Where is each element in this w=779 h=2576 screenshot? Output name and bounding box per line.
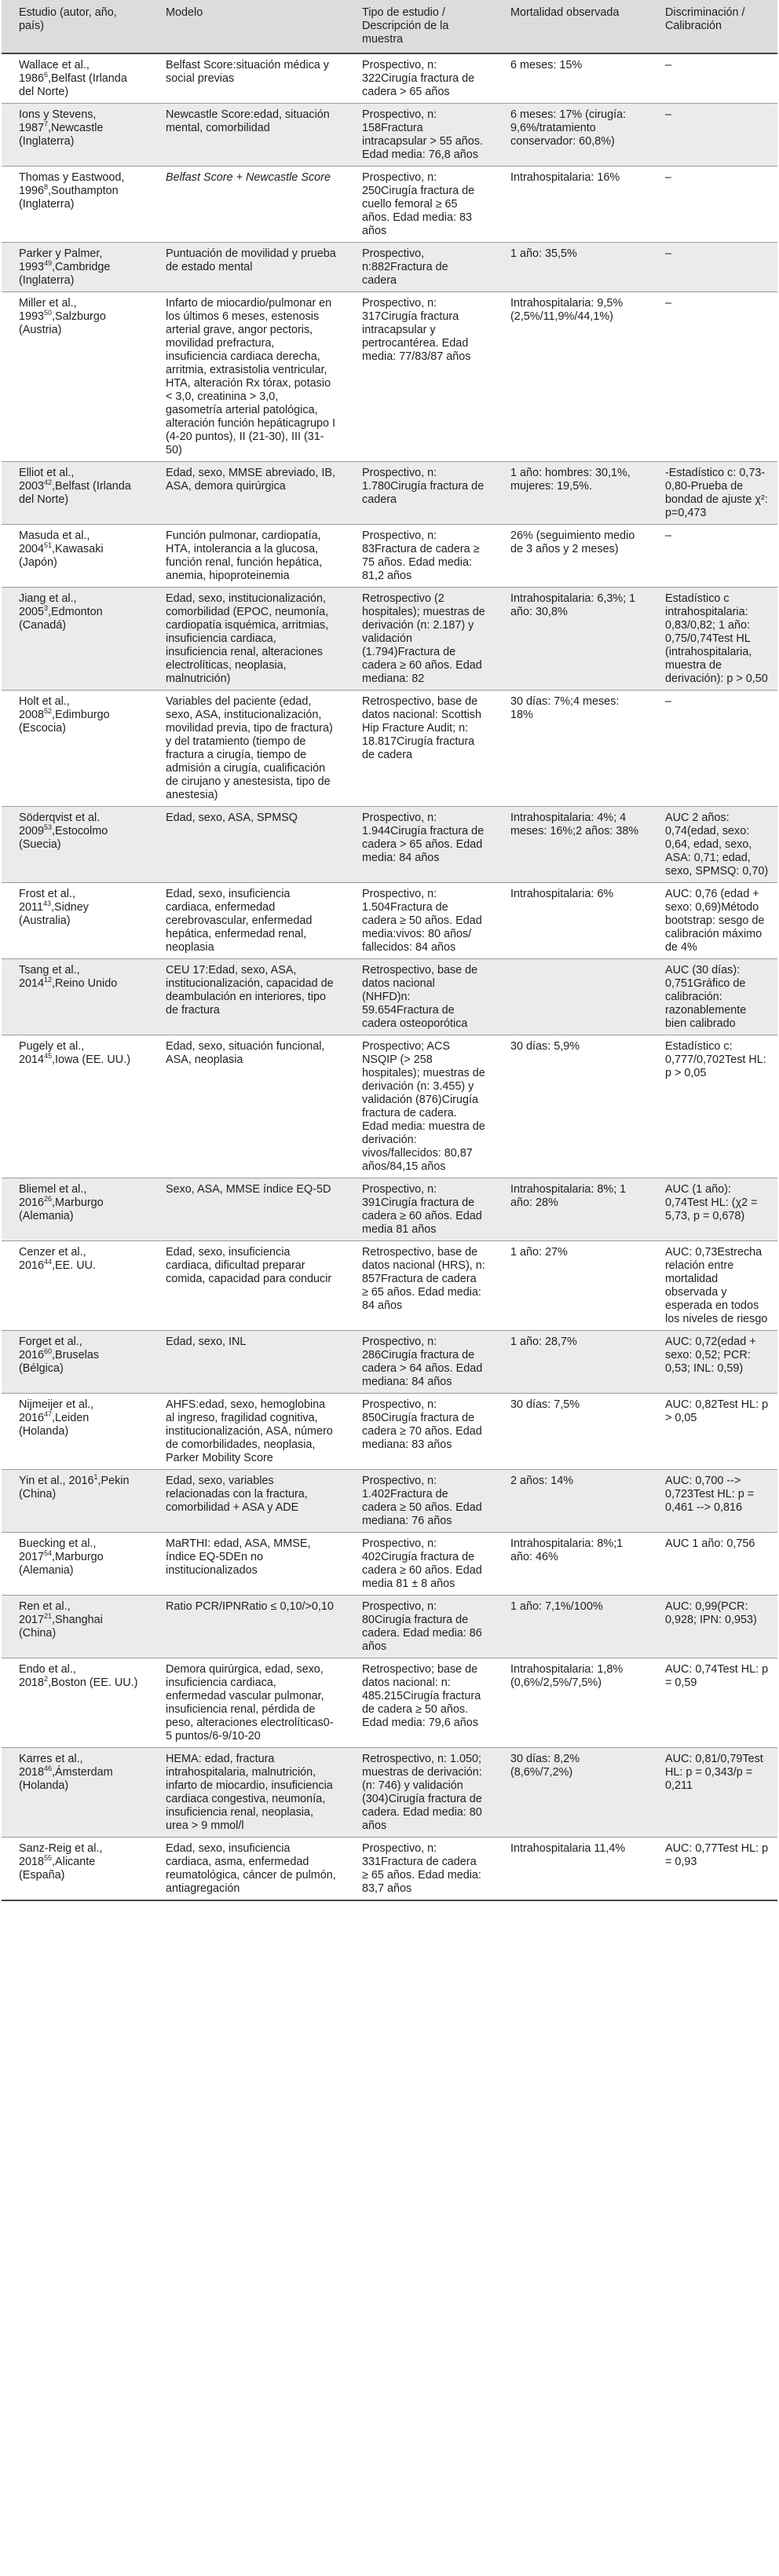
- study-cell: Yin et al., 2016$^1$,Pekin (China): [2, 1470, 148, 1533]
- study-cell: Masuda et al., 2004$^{51}$,Kawasaki (Japón): [2, 525, 148, 588]
- header-type: Tipo de estudio / Descripción de la muestra: [345, 0, 493, 53]
- table-row: [2, 1470, 777, 1533]
- study-place: Leiden (Holanda): [19, 1412, 90, 1438]
- type-cell: Prospectivo, n: 1.944Cirugía fractura de cadera > 65 años. Edad media: 84 años: [345, 807, 493, 883]
- study-place: Shanghai (China): [19, 1614, 103, 1640]
- header-model: Modelo: [148, 0, 345, 53]
- mortality-cell: 6 meses: 17% (cirugía: 9,6%/tratamiento conservador: 60,8%): [493, 104, 648, 167]
- study-place: Boston (EE. UU.): [51, 1676, 138, 1689]
- mortality-cell: 30 días: 7,5%: [493, 1394, 648, 1470]
- mortality-cell: 30 días: 5,9%: [493, 1035, 648, 1178]
- table-row: [2, 1394, 777, 1470]
- study-author: Frost et al., 2011: [19, 888, 75, 914]
- study-place: Edmonton (Canadá): [19, 606, 103, 632]
- study-ref: 49: [44, 259, 53, 268]
- study-author: Söderqvist et al. 2009: [19, 812, 101, 837]
- study-place: Belfast (Irlanda del Norte): [19, 72, 127, 98]
- mortality-cell: 1 año: hombres: 30,1%, mujeres: 19,5%.: [493, 462, 648, 525]
- type-cell: Retrospectivo, base de datos nacional: Scottish Hip Fracture Audit; n: 18.817Cirugía fractura de cadera: [345, 691, 493, 807]
- type-cell: Retrospectivo (2 hospitales); muestras de derivación (n: 2.187) y validación (1.794)Fractura de cadera ≥ 60 años. Edad mediana: 82: [345, 588, 493, 691]
- mortality-cell: 1 año: 27%: [493, 1241, 648, 1331]
- study-place: Cambridge (Inglaterra): [19, 261, 111, 287]
- type-cell: Prospectivo, n: 402Cirugía fractura de cadera ≥ 60 años. Edad media 81 ± 8 años: [345, 1533, 493, 1596]
- study-cell: Tsang et al., 2014$^{12}$,Reino Unido: [2, 959, 148, 1035]
- mortality-cell: 6 meses: 15%: [493, 53, 648, 104]
- study-place: Ámsterdam (Holanda): [19, 1766, 113, 1792]
- type-cell: Prospectivo, n: 391Cirugía fractura de cadera ≥ 60 años. Edad media 81 años: [345, 1178, 493, 1241]
- mortality-cell: Intrahospitalaria 11,4%: [493, 1838, 648, 1901]
- model-cell: Demora quirúrgica, edad, sexo, insuficiencia cardiaca, enfermedad vascular pulmonar, insuficiencia renal, pérdida de peso, alteraciones electrolíticas0-5 puntos/6-9/10-20: [148, 1658, 345, 1748]
- type-cell: Prospectivo; ACS NSQIP (> 258 hospitales); muestras de derivación (n: 3.455) y validación (876)Cirugía fractura de cadera. Edad media: muestra de derivación: vivos/fallecidos: 80,87 años/84,15 años: [345, 1035, 493, 1178]
- mortality-cell: 1 año: 28,7%: [493, 1331, 648, 1394]
- study-author: Elliot et al., 2003: [19, 467, 75, 493]
- model-cell: Ratio PCR/IPNRatio ≤ 0,10/>0,10: [148, 1596, 345, 1658]
- study-cell: Sanz-Reig et al., 2018$^{55}$,Alicante (España): [2, 1838, 148, 1901]
- model-cell: Edad, sexo, institucionalización, comorbilidad (EPOC, neumonía, cardiopatía isquémica, arritmias, insuficiencia cardiaca, insuficiencia renal, alteraciones electrolíticas, neoplasia, malnutrición): [148, 588, 345, 691]
- type-cell: Prospectivo, n: 250Cirugía fractura de cuello femoral ≥ 65 años. Edad media: 83 años: [345, 167, 493, 243]
- discrimination-cell: -Estadístico c: 0,73-0,80-Prueba de bondad de ajuste χ²: p=0,473: [648, 462, 777, 525]
- study-cell: Karres et al., 2018$^{46}$,Ámsterdam (Holanda): [2, 1748, 148, 1838]
- discrimination-cell: –: [648, 243, 777, 292]
- table-row: [2, 883, 777, 959]
- discrimination-cell: AUC 1 año: 0,756: [648, 1533, 777, 1596]
- study-cell: Cenzer et al., 2016$^{44}$,EE. UU.: [2, 1241, 148, 1331]
- study-author: Karres et al., 2018: [19, 1753, 83, 1779]
- mortality-cell: Intrahospitalaria: 8%; 1 año: 28%: [493, 1178, 648, 1241]
- study-place: Sidney (Australia): [19, 901, 89, 927]
- header-study: Estudio (autor, año, país): [2, 0, 148, 53]
- model-cell: Edad, sexo, insuficiencia cardiaca, dificultad preparar comida, capacidad para conducir: [148, 1241, 345, 1331]
- study-cell: Thomas y Eastwood, 1996$^8$,Southampton (Inglaterra): [2, 167, 148, 243]
- table-row: [2, 1035, 777, 1178]
- study-ref: 54: [44, 1549, 53, 1558]
- type-cell: Retrospectivo, base de datos nacional (NHFD)n: 59.654Fractura de cadera osteoporótica: [345, 959, 493, 1035]
- type-cell: Prospectivo, n: 331Fractura de cadera ≥ 65 años. Edad media: 83,7 años: [345, 1838, 493, 1901]
- discrimination-cell: AUC: 0,72(edad + sexo: 0,52; PCR: 0,53; INL: 0,59): [648, 1331, 777, 1394]
- study-place: Kawasaki (Japón): [19, 543, 104, 569]
- study-place: EE. UU.: [55, 1259, 97, 1272]
- study-cell: Frost et al., 2011$^{43}$,Sidney (Australia): [2, 883, 148, 959]
- mortality-cell: [493, 959, 648, 1035]
- mortality-cell: 30 días: 7%;4 meses: 18%: [493, 691, 648, 807]
- table-row: [2, 588, 777, 691]
- discrimination-cell: AUC: 0,76 (edad + sexo: 0,69)Método bootstrap: sesgo de calibración máximo de 4%: [648, 883, 777, 959]
- discrimination-cell: Estadístico c: 0,777/0,702Test HL: p > 0,05: [648, 1035, 777, 1178]
- study-cell: Buecking et al., 2017$^{54}$,Marburgo (Alemania): [2, 1533, 148, 1596]
- discrimination-cell: AUC: 0,77Test HL: p = 0,93: [648, 1838, 777, 1901]
- study-place: Bruselas (Bélgica): [19, 1349, 100, 1375]
- study-cell: Elliot et al., 2003$^{42}$,Belfast (Irlanda del Norte): [2, 462, 148, 525]
- table-row: [2, 959, 777, 1035]
- discrimination-cell: AUC: 0,73Estrecha relación entre mortalidad observada y esperada en todos los niveles de riesgo: [648, 1241, 777, 1331]
- study-place: Iowa (EE. UU.): [55, 1053, 130, 1066]
- study-author: Bliemel et al., 2016: [19, 1183, 87, 1209]
- model-cell: CEU 17:Edad, sexo, ASA, institucionalización, capacidad de deambulación en interiores, tipo de fractura: [148, 959, 345, 1035]
- header-discrimination: Discriminación / Calibración: [648, 0, 777, 53]
- study-author: Ren et al., 2017: [19, 1600, 71, 1626]
- study-author: Jiang et al., 2005: [19, 592, 77, 618]
- study-author: Nijmeijer et al., 2016: [19, 1398, 94, 1424]
- study-place: Marburgo (Alemania): [19, 1196, 104, 1222]
- model-cell: Newcastle Score:edad, situación mental, comorbilidad: [148, 104, 345, 167]
- discrimination-cell: –: [648, 691, 777, 807]
- table-row: [2, 1748, 777, 1838]
- table-row: [2, 1658, 777, 1748]
- discrimination-cell: –: [648, 292, 777, 462]
- type-cell: Prospectivo, n: 850Cirugía fractura de cadera ≥ 70 años. Edad mediana: 83 años: [345, 1394, 493, 1470]
- mortality-cell: Intrahospitalaria: 6%: [493, 883, 648, 959]
- study-place: Edimburgo (Escocia): [19, 709, 110, 735]
- model-cell: Función pulmonar, cardiopatía, HTA, intolerancia a la glucosa, función renal, función hepática, anemia, hipoproteinemia: [148, 525, 345, 588]
- model-cell: Infarto de miocardio/pulmonar en los últimos 6 meses, estenosis arterial grave, angor pectoris, movilidad prefractura, insuficiencia cardiaca derecha, arritmia, extrasistolia ventricular, HTA, alteración Rx tórax, potasio < 3,0, creatinina > 3,0, gasometría arterial patológica, alteración función hepáticagrupo I (4-20 puntos), II (21-30), III (31-50): [148, 292, 345, 462]
- type-cell: Retrospectivo; base de datos nacional: n: 485.215Cirugía fractura de cadera ≥ 50 años. Edad media: 79,6 años: [345, 1658, 493, 1748]
- discrimination-cell: –: [648, 53, 777, 104]
- table-body: [2, 53, 777, 1900]
- discrimination-cell: AUC: 0,99(PCR: 0,928; IPN: 0,953): [648, 1596, 777, 1658]
- model-cell: Edad, sexo, insuficiencia cardiaca, asma, enfermedad reumatológica, cáncer de pulmón, antiagregación: [148, 1838, 345, 1901]
- study-place: Pekin (China): [19, 1475, 130, 1501]
- type-cell: Retrospectivo, base de datos nacional (HRS), n: 857Fractura de cadera ≥ 65 años. Edad media: 84 años: [345, 1241, 493, 1331]
- model-cell: MaRTHI: edad, ASA, MMSE, índice EQ-5DEn no institucionalizados: [148, 1533, 345, 1596]
- discrimination-cell: AUC: 0,74Test HL: p = 0,59: [648, 1658, 777, 1748]
- study-ref: 51: [44, 541, 53, 550]
- model-cell: Belfast Score:situación médica y social previas: [148, 53, 345, 104]
- discrimination-cell: –: [648, 104, 777, 167]
- type-cell: Prospectivo, n: 83Fractura de cadera ≥ 75 años. Edad media: 81,2 años: [345, 525, 493, 588]
- study-place: Alicante (España): [19, 1856, 96, 1882]
- study-cell: Ren et al., 2017$^{21}$,Shanghai (China): [2, 1596, 148, 1658]
- study-ref: 44: [44, 1258, 53, 1266]
- study-author: Buecking et al., 2017: [19, 1537, 97, 1563]
- model-cell: Edad, sexo, insuficiencia cardiaca, enfermedad cerebrovascular, enfermedad hepática, enfermedad renal, neoplasia: [148, 883, 345, 959]
- type-cell: Prospectivo, n: 158Fractura intracapsular > 55 años. Edad media: 76,8 años: [345, 104, 493, 167]
- study-ref: 12: [44, 976, 53, 984]
- table-header: [2, 0, 777, 53]
- mortality-cell: Intrahospitalaria: 6,3%; 1 año: 30,8%: [493, 588, 648, 691]
- model-cell: Edad, sexo, variables relacionadas con la fractura, comorbilidad + ASA y ADE: [148, 1470, 345, 1533]
- model-cell: Edad, sexo, situación funcional, ASA, neoplasia: [148, 1035, 345, 1178]
- study-author: Pugely et al., 2014: [19, 1040, 85, 1066]
- study-ref: 3: [44, 604, 49, 613]
- type-cell: Prospectivo, n: 1.504Fractura de cadera ≥ 50 años. Edad media:vivos: 80 años/ fallecidos: 84 años: [345, 883, 493, 959]
- table-row: [2, 167, 777, 243]
- study-ref: 60: [44, 1347, 53, 1356]
- table-row: [2, 1331, 777, 1394]
- model-cell: Edad, sexo, MMSE abreviado, IB, ASA, demora quirúrgica: [148, 462, 345, 525]
- model-cell: AHFS:edad, sexo, hemoglobina al ingreso, fragilidad cognitiva, institucionalización, ASA, número de comorbilidades, neoplasia, Parker Mobility Score: [148, 1394, 345, 1470]
- discrimination-cell: AUC: 0,81/0,79Test HL: p = 0,343/p = 0,211: [648, 1748, 777, 1838]
- table-row: [2, 691, 777, 807]
- study-cell: Holt et al., 2008$^{52}$,Edimburgo (Escocia): [2, 691, 148, 807]
- mortality-cell: Intrahospitalaria: 1,8% (0,6%/2,5%/7,5%): [493, 1658, 648, 1748]
- model-cell: Puntuación de movilidad y prueba de estado mental: [148, 243, 345, 292]
- study-author: Forget et al., 2016: [19, 1336, 82, 1361]
- study-cell: Forget et al., 2016$^{60}$,Bruselas (Bélgica): [2, 1331, 148, 1394]
- study-ref: 26: [44, 1195, 53, 1204]
- study-author: Thomas y Eastwood, 1996: [19, 171, 125, 197]
- study-ref: 43: [42, 900, 51, 908]
- discrimination-cell: AUC: 0,82Test HL: p > 0,05: [648, 1394, 777, 1470]
- table-row: [2, 807, 777, 883]
- type-cell: Prospectivo, n: 322Cirugía fractura de cadera > 65 años: [345, 53, 493, 104]
- table-row: [2, 292, 777, 462]
- study-author: Endo et al., 2018: [19, 1663, 76, 1689]
- study-cell: Nijmeijer et al., 2016$^{47}$,Leiden (Holanda): [2, 1394, 148, 1470]
- type-cell: Prospectivo, n: 286Cirugía fractura de cadera > 64 años. Edad mediana: 84 años: [345, 1331, 493, 1394]
- table-row: [2, 462, 777, 525]
- study-ref: 46: [44, 1764, 53, 1773]
- study-ref: 52: [44, 707, 53, 716]
- type-cell: Prospectivo, n: 1.402Fractura de cadera ≥ 50 años. Edad mediana: 76 años: [345, 1470, 493, 1533]
- model-cell: Belfast Score + Newcastle Score: [148, 167, 345, 243]
- study-ref: 50: [44, 309, 53, 317]
- study-author: Yin et al., 2016: [19, 1475, 94, 1487]
- mortality-cell: Intrahospitalaria: 9,5% (2,5%/11,9%/44,1%): [493, 292, 648, 462]
- discrimination-cell: Estadístico c intrahospitalaria: 0,83/0,82; 1 año: 0,75/0,74Test HL (intrahospitalaria, muestra de derivación): p > 0,50: [648, 588, 777, 691]
- study-ref: 47: [44, 1410, 53, 1419]
- model-cell: Edad, sexo, INL: [148, 1331, 345, 1394]
- model-cell: Edad, sexo, ASA, SPMSQ: [148, 807, 345, 883]
- study-ref: 21: [44, 1612, 53, 1621]
- study-cell: Endo et al., 2018$^2$,Boston (EE. UU.): [2, 1658, 148, 1748]
- study-place: Marburgo (Alemania): [19, 1551, 104, 1577]
- study-ref: 53: [44, 823, 53, 832]
- study-cell: Ions y Stevens, 1987$^7$,Newcastle (Inglaterra): [2, 104, 148, 167]
- study-cell: Wallace et al., 1986$^6$,Belfast (Irlanda del Norte): [2, 53, 148, 104]
- study-ref: 8: [44, 183, 49, 192]
- discrimination-cell: AUC (30 días): 0,751Gráfico de calibración: razonablemente bien calibrado: [648, 959, 777, 1035]
- discrimination-cell: AUC: 0,700 --> 0,723Test HL: p = 0,461 --> 0,816: [648, 1470, 777, 1533]
- study-ref: 6: [44, 71, 49, 79]
- study-author: Parker y Palmer, 1993: [19, 247, 103, 273]
- type-cell: Prospectivo, n:882Fractura de cadera: [345, 243, 493, 292]
- study-ref: 1: [93, 1473, 98, 1482]
- study-place: Estocolmo (Suecia): [19, 825, 108, 851]
- study-cell: Parker y Palmer, 1993$^{49}$,Cambridge (Inglaterra): [2, 243, 148, 292]
- type-cell: Prospectivo, n: 1.780Cirugía fractura de cadera: [345, 462, 493, 525]
- study-place: Reino Unido: [55, 977, 118, 990]
- discrimination-cell: AUC (1 año): 0,74Test HL: (χ2 = 5,73, p = 0,678): [648, 1178, 777, 1241]
- study-author: Holt et al., 2008: [19, 695, 70, 721]
- study-ref: 45: [44, 1052, 53, 1061]
- study-place: Southampton (Inglaterra): [19, 185, 119, 211]
- table-row: [2, 53, 777, 104]
- table-row: [2, 525, 777, 588]
- mortality-cell: 26% (seguimiento medio de 3 años y 2 meses): [493, 525, 648, 588]
- discrimination-cell: AUC 2 años: 0,74(edad, sexo: 0,64, edad, sexo, ASA: 0,71; edad, sexo, SPMSQ: 0,70): [648, 807, 777, 883]
- study-cell: Söderqvist et al. 2009$^{53}$,Estocolmo (Suecia): [2, 807, 148, 883]
- discrimination-cell: –: [648, 167, 777, 243]
- study-place: Belfast (Irlanda del Norte): [19, 480, 131, 506]
- table-row: [2, 104, 777, 167]
- mortality-cell: 1 año: 35,5%: [493, 243, 648, 292]
- studies-table: [2, 0, 777, 1901]
- mortality-cell: Intrahospitalaria: 4%; 4 meses: 16%;2 años: 38%: [493, 807, 648, 883]
- study-ref: 55: [44, 1854, 53, 1863]
- mortality-cell: 30 días: 8,2% (8,6%/7,2%): [493, 1748, 648, 1838]
- study-cell: Pugely et al., 2014$^{45}$,Iowa (EE. UU.): [2, 1035, 148, 1178]
- table-row: [2, 1241, 777, 1331]
- study-author: Cenzer et al., 2016: [19, 1246, 86, 1272]
- model-cell: Sexo, ASA, MMSE índice EQ-5D: [148, 1178, 345, 1241]
- study-author: Ions y Stevens, 1987: [19, 108, 97, 134]
- model-cell: Variables del paciente (edad, sexo, ASA, institucionalización, movilidad previa, tipo de fractura) y del tratamiento (tiempo de fractura a cirugía, tiempo de admisión a cirugía, cualificación de cirujano y anestesista, tipo de anestesia): [148, 691, 345, 807]
- mortality-cell: 2 años: 14%: [493, 1470, 648, 1533]
- header-row: [2, 0, 777, 53]
- table-row: [2, 243, 777, 292]
- type-cell: Retrospectivo, n: 1.050; muestras de derivación: (n: 746) y validación (304)Cirugía fractura de cadera. Edad media: 80 años: [345, 1748, 493, 1838]
- header-mortality: Mortalidad observada: [493, 0, 648, 53]
- study-author: Wallace et al., 1986: [19, 59, 90, 85]
- table-row: [2, 1533, 777, 1596]
- table-row: [2, 1178, 777, 1241]
- study-author: Masuda et al., 2004: [19, 529, 90, 555]
- study-place: Salzburgo (Austria): [19, 310, 106, 336]
- study-author: Tsang et al., 2014: [19, 964, 80, 990]
- study-cell: Miller et al., 1993$^{50}$,Salzburgo (Austria): [2, 292, 148, 462]
- study-ref: 42: [44, 478, 53, 487]
- study-cell: Bliemel et al., 2016$^{26}$,Marburgo (Alemania): [2, 1178, 148, 1241]
- study-place: Newcastle (Inglaterra): [19, 122, 104, 148]
- study-ref: 7: [44, 120, 49, 129]
- type-cell: Prospectivo, n: 317Cirugía fractura intracapsular y pertrocantérea. Edad media: 77/83/87 años: [345, 292, 493, 462]
- discrimination-cell: –: [648, 525, 777, 588]
- table-row: [2, 1596, 777, 1658]
- model-cell: HEMA: edad, fractura intrahospitalaria, malnutrición, infarto de miocardio, insuficiencia cardiaca congestiva, neumonía, insuficiencia renal, neoplasia, urea > 9 mmol/l: [148, 1748, 345, 1838]
- study-author: Sanz-Reig et al., 2018: [19, 1842, 103, 1868]
- study-cell: Jiang et al., 2005$^3$,Edmonton (Canadá): [2, 588, 148, 691]
- study-ref: 2: [44, 1675, 49, 1684]
- type-cell: Prospectivo, n: 80Cirugía fractura de cadera. Edad media: 86 años: [345, 1596, 493, 1658]
- table-row: [2, 1838, 777, 1901]
- study-author: Miller et al., 1993: [19, 297, 77, 323]
- mortality-cell: Intrahospitalaria: 16%: [493, 167, 648, 243]
- mortality-cell: Intrahospitalaria: 8%;1 año: 46%: [493, 1533, 648, 1596]
- mortality-cell: 1 año: 7,1%/100%: [493, 1596, 648, 1658]
